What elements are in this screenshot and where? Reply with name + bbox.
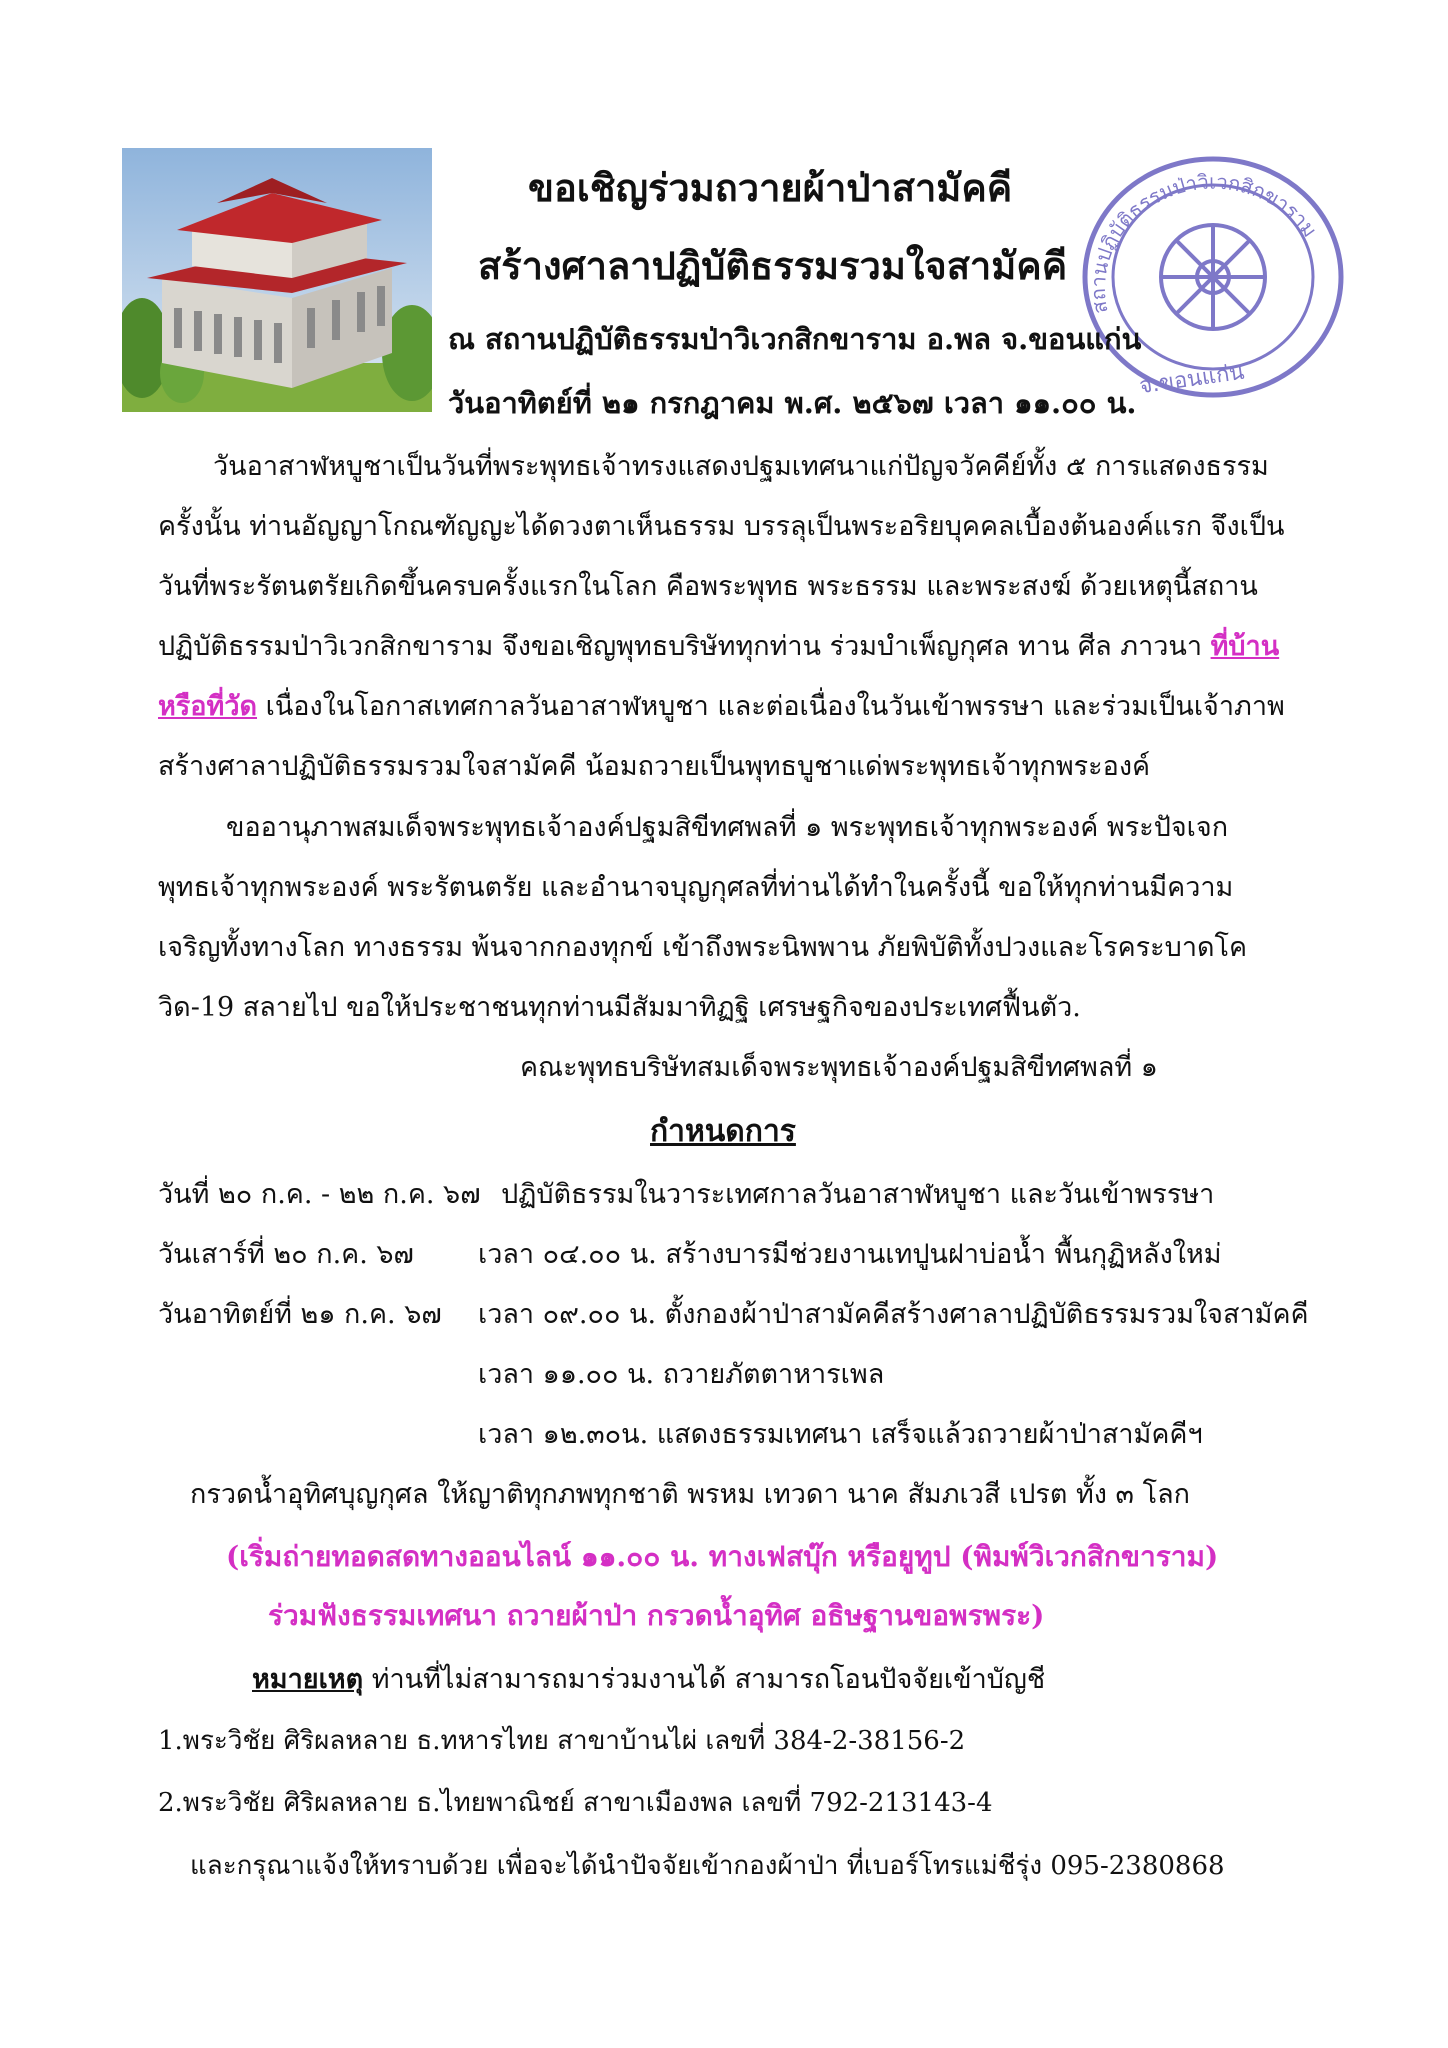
- schedule-text: เวลา ๑๒.๓๐น. แสดงธรรมเทศนา เสร็จแล้วถวายผ้าป่าสามัคคีฯ: [478, 1419, 1203, 1450]
- schedule-row: [158, 1292, 442, 1335]
- dharma-wheel-icon: [1078, 152, 1348, 402]
- paragraph-intro: [158, 437, 1310, 797]
- schedule-date: วันที่ ๒๐ ก.ค. - ๒๒ ก.ค. ๖๗: [158, 1179, 481, 1210]
- paragraph-line: [158, 617, 1310, 677]
- schedule-text: ปฏิบัติธรรมในวาระเทศกาลวันอาสาฬหบูชา และวันเข้าพรรษา: [501, 1179, 1215, 1210]
- note-label: หมายเหตุ: [252, 1664, 364, 1695]
- live-stream-line-2: ร่วมฟังธรรมเทศนา ถวายผ้าป่า กรวดน้ำอุทิศ อธิษฐานขอพรพระ): [268, 1599, 1045, 1632]
- schedule-row: [158, 1172, 1214, 1215]
- seal-bottom-text: จ.ขอนแก่น: [1137, 359, 1246, 400]
- schedule-row: [478, 1412, 1203, 1455]
- paragraph-line: ขออานุภาพสมเด็จพระพุทธเจ้าองค์ปฐมสิขีทศพลที่ ๑ พระพุทธเจ้าทุกพระองค์ พระปัจเจก: [226, 812, 1229, 843]
- schedule-date: วันเสาร์ที่ ๒๐ ก.ค. ๖๗: [158, 1239, 414, 1270]
- title-line-2: สร้างศาลาปฏิบัติธรรมรวมใจสามัคคี: [478, 243, 1068, 288]
- signature-line: คณะพุทธบริษัทสมเด็จพระพุทธเจ้าองค์ปฐมสิขีทศพลที่ ๑: [520, 1052, 1158, 1083]
- temple-seal: [1078, 152, 1348, 402]
- paragraph-line: วันที่พระรัตนตรัยเกิดขึ้นครบครั้งแรกในโลก คือพระพุทธ พระธรรม และพระสงฆ์ ด้วยเหตุนี้สถาน: [158, 571, 1258, 602]
- schedule-row: [478, 1292, 1309, 1335]
- note-text: ท่านที่ไม่สามารถมาร่วมงานได้ สามารถโอนปัจจัยเข้าบัญชี: [363, 1664, 1046, 1695]
- paragraph-line: วันอาสาฬหบูชาเป็นวันที่พระพุทธเจ้าทรงแสดงปฐมเทศนาแก่ปัญจวัคคีย์ทั้ง ๕ การแสดงธรรม: [213, 451, 1269, 482]
- contact-line: และกรุณาแจ้งให้ทราบด้วย เพื่อจะได้นำปัจจัยเข้ากองผ้าป่า ที่เบอร์โทรแม่ชีรุ่ง 095-2380868: [190, 1851, 1225, 1881]
- schedule-text: เวลา ๑๑.๐๐ น. ถวายภัตตาหารเพล: [478, 1359, 885, 1390]
- bank-account-1: 1.พระวิชัย ศิริผลหลาย ธ.ทหารไทย สาขาบ้านไผ่ เลขที่ 384-2-38156-2: [158, 1726, 966, 1756]
- paragraph-line: พุทธเจ้าทุกพระองค์ พระรัตนตรัย และอำนาจบุญกุศลที่ท่านได้ทำในครั้งนี้ ขอให้ทุกท่านมีความ: [158, 872, 1234, 903]
- schedule-text: เวลา ๐๙.๐๐ น. ตั้งกองผ้าป่าสามัคคีสร้างศาลาปฏิบัติธรรมรวมใจสามัคคี: [478, 1299, 1309, 1330]
- location-line: ณ สถานปฏิบัติธรรมป่าวิเวกสิกขาราม อ.พล จ.ขอนแก่น: [448, 322, 1142, 356]
- paragraph-line: วิด-19 สลายไป ขอให้ประชาชนทุกท่านมีสัมมาทิฏฐิ เศรษฐกิจของประเทศฟื้นตัว.: [158, 992, 1081, 1023]
- note-line: [252, 1650, 1045, 1710]
- title-line-1: ขอเชิญร่วมถวายผ้าป่าสามัคคี: [528, 165, 1013, 210]
- bank-account-2: 2.พระวิชัย ศิริผลหลาย ธ.ไทยพาณิชย์ สาขาเมืองพล เลขที่ 792-213143-4: [158, 1788, 993, 1818]
- seal-ring-text: สถานปฏิบัติธรรมป่าวิเวกสิกขาราม: [1085, 169, 1323, 316]
- sala-illustration: [122, 148, 432, 412]
- event-date-line: วันอาทิตย์ที่ ๒๑ กรกฎาคม พ.ศ. ๒๕๖๗ เวลา ๑๑.๐๐ น.: [448, 386, 1137, 420]
- paragraph-line: ครั้งนั้น ท่านอัญญาโกณฑัญญะได้ดวงตาเห็นธรรม บรรลุเป็นพระอริยบุคคลเบื้องต้นองค์แรก จึงเป็น: [158, 511, 1285, 542]
- at-temple-link[interactable]: หรือที่วัด: [158, 691, 258, 722]
- at-home-link[interactable]: ที่บ้าน: [1210, 631, 1280, 662]
- paragraph-blessing: [158, 798, 1310, 1038]
- schedule-row: [478, 1352, 884, 1395]
- paragraph-line: เจริญทั้งทางโลก ทางธรรม พ้นจากกองทุกข์ เข้าถึงพระนิพพาน ภัยพิบัติทั้งปวงและโรคระบาดโค: [158, 932, 1248, 963]
- paragraph-text: ปฏิบัติธรรมป่าวิเวกสิกขาราม จึงขอเชิญพุทธบริษัททุกท่าน ร่วมบำเพ็ญกุศล ทาน ศีล ภาวนา: [158, 631, 1211, 662]
- schedule-text: กรวดน้ำอุทิศบุญกุศล ให้ญาติทุกภพทุกชาติ พรหม เทวดา นาค สัมภเวสี เปรต ทั้ง ๓ โลก: [190, 1479, 1190, 1510]
- schedule-text: เวลา ๐๔.๐๐ น. สร้างบารมีช่วยงานเทปูนฝาบ่อน้ำ พื้นกุฏิหลังใหม่: [478, 1239, 1222, 1270]
- building-image: [122, 148, 432, 412]
- paragraph-line: [158, 677, 1310, 737]
- schedule-heading: กำหนดการ: [650, 1114, 796, 1149]
- schedule-row: [158, 1232, 414, 1275]
- paragraph-line: สร้างศาลาปฏิบัติธรรมรวมใจสามัคคี น้อมถวายเป็นพุทธบูชาแด่พระพุทธเจ้าทุกพระองค์: [158, 751, 1151, 782]
- live-stream-line-1: (เริ่มถ่ายทอดสดทางออนไลน์ ๑๑.๐๐ น. ทางเฟสบุ๊ก หรือยูทูป (พิมพ์วิเวกสิกขาราม): [226, 1540, 1219, 1573]
- schedule-row: [478, 1232, 1222, 1275]
- schedule-date: วันอาทิตย์ที่ ๒๑ ก.ค. ๖๗: [158, 1299, 442, 1330]
- schedule-row: [190, 1472, 1190, 1515]
- paragraph-text: เนื่องในโอกาสเทศกาลวันอาสาฬหบูชา และต่อเนื่องในวันเข้าพรรษา และร่วมเป็นเจ้าภาพ: [257, 691, 1285, 722]
